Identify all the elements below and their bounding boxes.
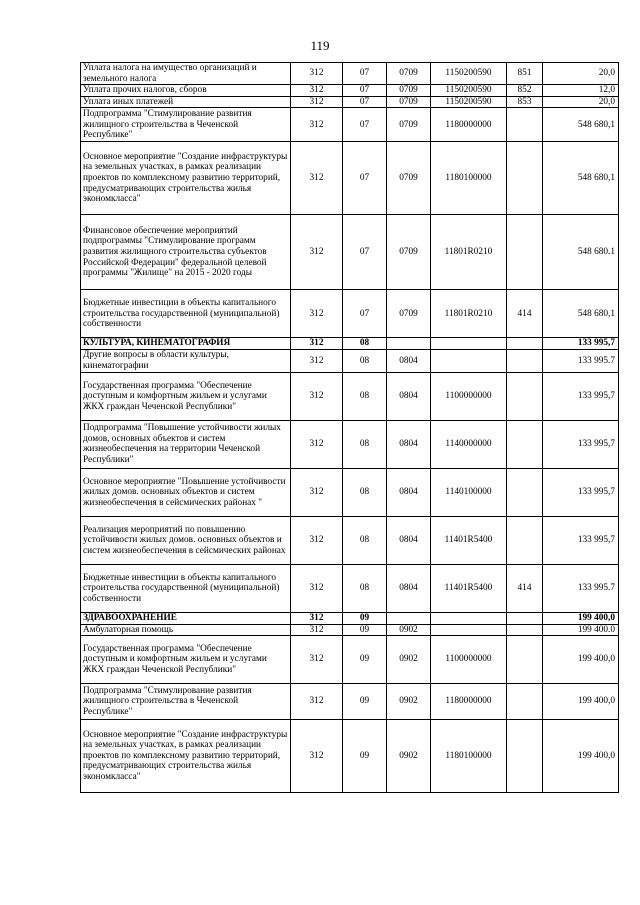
row-csr-cell: 11401R5400 xyxy=(431,516,507,564)
row-ved-cell: 312 xyxy=(291,720,343,793)
row-name-cell: Уплата иных платежей xyxy=(81,96,291,108)
row-rz-cell: 09 xyxy=(343,624,387,636)
row-name-cell: Государственная программа "Обеспечение доступным и комфортным жильем и услугами ЖКХ граждан Чеченской Республики" xyxy=(81,636,291,684)
row-sum-cell: 133 995.7 xyxy=(543,349,619,372)
row-name-cell: Основное мероприятие "Создание инфраструктуры на земельных участках, в рамках реализации проектов по комплексному развитию территорий, предусматривающих строительства жилья экономкласса" xyxy=(81,720,291,793)
row-ved-cell: 312 xyxy=(291,684,343,720)
row-vr-cell xyxy=(507,468,543,516)
row-name-cell: Амбулаторная помощь xyxy=(81,624,291,636)
row-pr-cell: 0804 xyxy=(387,468,431,516)
row-ved-cell: 312 xyxy=(291,338,343,350)
row-rz-cell: 08 xyxy=(343,349,387,372)
row-pr-cell: 0804 xyxy=(387,420,431,468)
row-rz-cell: 09 xyxy=(343,636,387,684)
row-name-cell: Подпрограмма "Повышение устойчивости жилых домов, основных объектов и систем жизнеобеспечения на территории Чеченской Республики" xyxy=(81,420,291,468)
row-sum-cell: 548 680.1 xyxy=(543,215,619,290)
table-row xyxy=(81,290,619,338)
row-ved-cell: 312 xyxy=(291,85,343,97)
row-sum-cell: 12,0 xyxy=(543,85,619,97)
table-row xyxy=(81,564,619,612)
row-ved-cell: 312 xyxy=(291,468,343,516)
row-rz-cell: 09 xyxy=(343,612,387,624)
row-pr-cell: 0902 xyxy=(387,636,431,684)
table-row xyxy=(81,63,619,85)
row-vr-cell xyxy=(507,142,543,215)
row-name-cell: Основное мероприятие "Повышение устойчивости жилых домов. основных объектов и систем жизнеобеспечения в сейсмических районах " xyxy=(81,468,291,516)
row-ved-cell: 312 xyxy=(291,516,343,564)
budget-table-body xyxy=(81,63,619,793)
table-row xyxy=(81,142,619,215)
row-name-cell: Финансовое обеспечение мероприятий подпрограммы "Стимулирование программ развития жилищного строительства субъектов Российской Федерации" федеральной целевой программы "Жилище" на 2015 - 2020 годы xyxy=(81,215,291,290)
row-vr-cell xyxy=(507,372,543,420)
row-pr-cell: 0804 xyxy=(387,516,431,564)
row-csr-cell xyxy=(431,624,507,636)
row-name-cell: Государственная программа "Обеспечение доступным и комфортным жильем и услугами ЖКХ граждан Чеченской Республики" xyxy=(81,372,291,420)
row-pr-cell: 0902 xyxy=(387,624,431,636)
row-csr-cell: 1150200590 xyxy=(431,85,507,97)
row-csr-cell: 1100000000 xyxy=(431,636,507,684)
row-vr-cell xyxy=(507,215,543,290)
table-row xyxy=(81,215,619,290)
row-csr-cell: 1150200590 xyxy=(431,63,507,85)
row-csr-cell: 1180000000 xyxy=(431,108,507,142)
row-name-cell: Реализация мероприятий по повышению устойчивости жилых домов. основных объектов и систем жизнеобеспечения в сейсмических районах xyxy=(81,516,291,564)
row-vr-cell xyxy=(507,108,543,142)
row-csr-cell: 1140000000 xyxy=(431,420,507,468)
row-ved-cell: 312 xyxy=(291,142,343,215)
row-vr-cell: 851 xyxy=(507,63,543,85)
row-pr-cell: 0804 xyxy=(387,372,431,420)
row-csr-cell: 1140100000 xyxy=(431,468,507,516)
row-csr-cell: 1100000000 xyxy=(431,372,507,420)
row-sum-cell: 548 680,1 xyxy=(543,290,619,338)
row-pr-cell: 0709 xyxy=(387,215,431,290)
table-row xyxy=(81,624,619,636)
row-ved-cell: 312 xyxy=(291,564,343,612)
row-sum-cell: 20,0 xyxy=(543,63,619,85)
row-name-cell: Бюджетные инвестиции в объекты капитального строительства государственной (муниципальной) собственности xyxy=(81,290,291,338)
row-sum-cell: 133 995.7 xyxy=(543,564,619,612)
row-vr-cell xyxy=(507,612,543,624)
row-rz-cell: 08 xyxy=(343,516,387,564)
row-rz-cell: 09 xyxy=(343,720,387,793)
row-ved-cell: 312 xyxy=(291,349,343,372)
row-pr-cell: 0902 xyxy=(387,684,431,720)
row-name-cell: Уплата налога на имущество организаций и земельного налога xyxy=(81,63,291,85)
row-sum-cell: 133 995,7 xyxy=(543,338,619,350)
row-rz-cell: 08 xyxy=(343,468,387,516)
table-row xyxy=(81,96,619,108)
row-name-cell: Основное мероприятие "Создание инфраструктуры на земельных участках, в рамках реализации проектов по комплексному развитию территорий, предусматривающих строительства жилья экономкласса" xyxy=(81,142,291,215)
row-rz-cell: 07 xyxy=(343,63,387,85)
table-row xyxy=(81,108,619,142)
row-vr-cell xyxy=(507,636,543,684)
row-name-cell: Другие вопросы в области культуры, кинематографии xyxy=(81,349,291,372)
row-vr-cell xyxy=(507,624,543,636)
budget-table xyxy=(80,62,619,793)
row-sum-cell: 133 995,7 xyxy=(543,468,619,516)
row-vr-cell: 414 xyxy=(507,290,543,338)
row-pr-cell: 0709 xyxy=(387,142,431,215)
table-row xyxy=(81,338,619,350)
table-row xyxy=(81,516,619,564)
row-rz-cell: 08 xyxy=(343,338,387,350)
row-rz-cell: 07 xyxy=(343,215,387,290)
row-pr-cell: 0902 xyxy=(387,720,431,793)
row-name-cell: ЗДРАВООХРАНЕНИЕ xyxy=(81,612,291,624)
row-vr-cell xyxy=(507,420,543,468)
row-pr-cell xyxy=(387,612,431,624)
table-row xyxy=(81,420,619,468)
row-ved-cell: 312 xyxy=(291,636,343,684)
row-csr-cell: 1180000000 xyxy=(431,684,507,720)
row-pr-cell: 0709 xyxy=(387,108,431,142)
row-csr-cell: 1150200590 xyxy=(431,96,507,108)
row-sum-cell: 133 995,7 xyxy=(543,420,619,468)
row-ved-cell: 312 xyxy=(291,215,343,290)
row-name-cell: Уплата прочих налогов, сборов xyxy=(81,85,291,97)
row-name-cell: КУЛЬТУРА, КИНЕМАТОГРАФИЯ xyxy=(81,338,291,350)
row-vr-cell xyxy=(507,338,543,350)
row-sum-cell: 20,0 xyxy=(543,96,619,108)
row-rz-cell: 07 xyxy=(343,96,387,108)
row-ved-cell: 312 xyxy=(291,63,343,85)
row-csr-cell: 1180100000 xyxy=(431,142,507,215)
table-row xyxy=(81,684,619,720)
row-rz-cell: 08 xyxy=(343,564,387,612)
row-name-cell: Бюджетные инвестиции в объекты капитального строительства государственной (муниципальной) собственности xyxy=(81,564,291,612)
row-name-cell: Подпрограмма "Стимулирование развития жилищного строительства в Чеченской Республике" xyxy=(81,684,291,720)
row-ved-cell: 312 xyxy=(291,108,343,142)
row-sum-cell: 199 400,0 xyxy=(543,720,619,793)
row-csr-cell xyxy=(431,612,507,624)
row-vr-cell: 852 xyxy=(507,85,543,97)
row-csr-cell: 1180100000 xyxy=(431,720,507,793)
row-ved-cell: 312 xyxy=(291,96,343,108)
row-rz-cell: 09 xyxy=(343,684,387,720)
row-pr-cell: 0709 xyxy=(387,85,431,97)
row-pr-cell: 0709 xyxy=(387,96,431,108)
row-name-cell: Подпрограмма "Стимулирование развития жилищного строительства в Чеченской Республике" xyxy=(81,108,291,142)
row-rz-cell: 07 xyxy=(343,142,387,215)
row-rz-cell: 07 xyxy=(343,290,387,338)
row-ved-cell: 312 xyxy=(291,624,343,636)
row-vr-cell xyxy=(507,720,543,793)
table-row xyxy=(81,349,619,372)
row-sum-cell: 199 400,0 xyxy=(543,684,619,720)
table-row xyxy=(81,612,619,624)
row-ved-cell: 312 xyxy=(291,372,343,420)
table-row xyxy=(81,720,619,793)
row-vr-cell xyxy=(507,349,543,372)
row-ved-cell: 312 xyxy=(291,612,343,624)
row-sum-cell: 199 400,0 xyxy=(543,636,619,684)
row-sum-cell: 133 995,7 xyxy=(543,372,619,420)
page-number: 119 xyxy=(310,38,330,53)
row-sum-cell: 133 995,7 xyxy=(543,516,619,564)
row-vr-cell xyxy=(507,516,543,564)
table-row xyxy=(81,372,619,420)
row-pr-cell: 0709 xyxy=(387,290,431,338)
row-ved-cell: 312 xyxy=(291,420,343,468)
row-sum-cell: 199 400,0 xyxy=(543,612,619,624)
row-rz-cell: 08 xyxy=(343,420,387,468)
row-vr-cell xyxy=(507,684,543,720)
row-csr-cell xyxy=(431,349,507,372)
table-row xyxy=(81,636,619,684)
row-sum-cell: 199 400.0 xyxy=(543,624,619,636)
row-rz-cell: 07 xyxy=(343,108,387,142)
row-csr-cell: 11401R5400 xyxy=(431,564,507,612)
row-csr-cell: 11801R0210 xyxy=(431,290,507,338)
row-rz-cell: 07 xyxy=(343,85,387,97)
row-csr-cell xyxy=(431,338,507,350)
table-row xyxy=(81,85,619,97)
row-vr-cell: 853 xyxy=(507,96,543,108)
row-pr-cell xyxy=(387,338,431,350)
row-vr-cell: 414 xyxy=(507,564,543,612)
row-rz-cell: 08 xyxy=(343,372,387,420)
row-ved-cell: 312 xyxy=(291,290,343,338)
row-pr-cell: 0804 xyxy=(387,349,431,372)
row-sum-cell: 548 680,1 xyxy=(543,142,619,215)
table-row xyxy=(81,468,619,516)
row-pr-cell: 0709 xyxy=(387,63,431,85)
row-sum-cell: 548 680,1 xyxy=(543,108,619,142)
row-pr-cell: 0804 xyxy=(387,564,431,612)
row-csr-cell: 11801R0210 xyxy=(431,215,507,290)
